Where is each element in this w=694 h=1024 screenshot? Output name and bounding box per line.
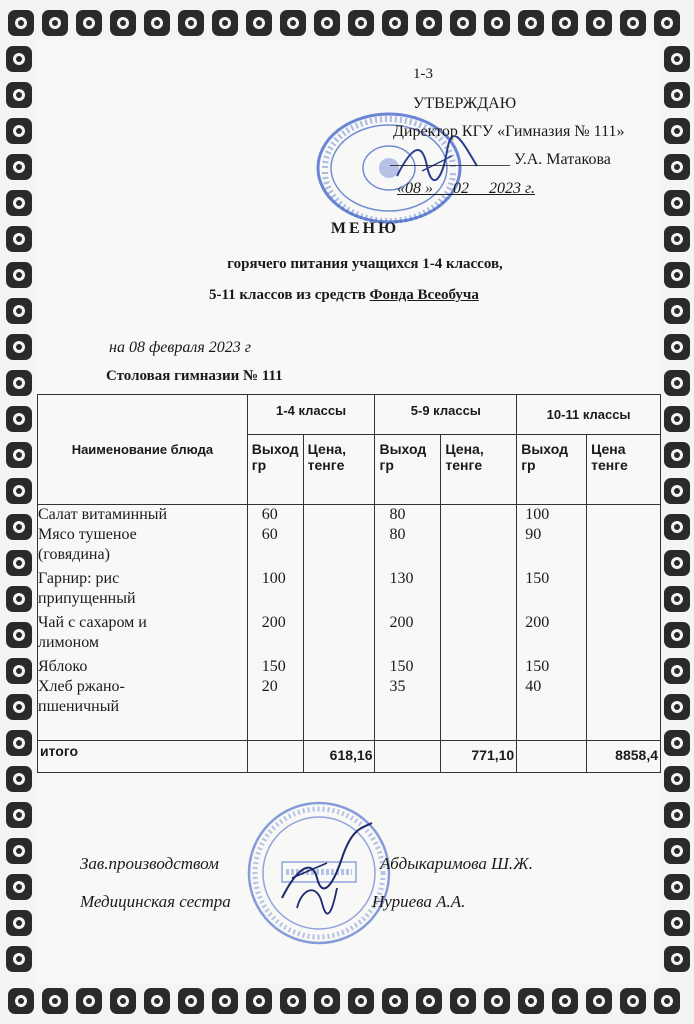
ornament-icon	[662, 692, 692, 722]
ornament-icon	[652, 986, 682, 1016]
ornament-icon	[662, 440, 692, 470]
ornament-icon	[662, 332, 692, 362]
ornament-icon	[662, 368, 692, 398]
ornament-icon	[4, 512, 34, 542]
sub-price-1: Цена, тенге	[303, 435, 375, 505]
group-header-1: 1-4 классы	[247, 395, 375, 435]
yield-value: 150	[525, 658, 550, 675]
doc-number: 1-3	[413, 66, 433, 82]
ornament-icon	[662, 512, 692, 542]
ornament-icon	[662, 764, 692, 794]
role-manager: Зав.производством	[80, 854, 219, 873]
ornament-icon	[618, 8, 648, 38]
ornament-icon	[4, 800, 34, 830]
name-manager: Абдыкаримова Ш.Ж.	[380, 854, 533, 873]
ornament-icon	[662, 800, 692, 830]
ornament-icon	[4, 440, 34, 470]
ornament-icon	[4, 908, 34, 938]
ornament-icon	[516, 8, 546, 38]
ornament-icon	[4, 368, 34, 398]
ornament-icon	[380, 8, 410, 38]
total-yield-3	[517, 741, 587, 773]
ornament-icon	[4, 116, 34, 146]
yield-value: 150	[389, 658, 414, 675]
ornament-icon	[662, 584, 692, 614]
menu-table	[37, 394, 661, 773]
ornament-icon	[6, 986, 36, 1016]
price-3-cell	[587, 505, 661, 741]
yield-value: 20	[261, 678, 278, 695]
ornament-icon	[40, 986, 70, 1016]
ornament-icon	[4, 728, 34, 758]
menu-date: на 08 февраля 2023 г	[109, 339, 251, 356]
price-2-cell	[441, 505, 517, 741]
ornament-icon	[312, 986, 342, 1016]
yield-value: 80	[389, 526, 406, 543]
ornament-icon	[448, 986, 478, 1016]
yield-value: 100	[525, 506, 550, 523]
yield-value: 40	[525, 678, 542, 695]
sub-yield-3: Выход гр	[517, 435, 587, 505]
ornament-icon	[4, 692, 34, 722]
yield-value: 60	[261, 506, 278, 523]
ornament-icon	[278, 986, 308, 1016]
ornament-icon	[4, 872, 34, 902]
ornament-icon	[4, 188, 34, 218]
ornament-icon	[4, 80, 34, 110]
sub-yield-2: Выход гр	[375, 435, 441, 505]
ornament-icon	[142, 986, 172, 1016]
ornament-icon	[584, 986, 614, 1016]
approval-date: «08 » __02__ 2023 г.	[397, 180, 536, 197]
yield-value: 200	[525, 614, 550, 631]
ornament-icon	[4, 620, 34, 650]
ornament-icon	[4, 152, 34, 182]
ornament-icon	[176, 986, 206, 1016]
ornament-icon	[662, 656, 692, 686]
dish-name: Чай с сахаром и лимоном	[38, 614, 147, 651]
yield-value: 150	[261, 658, 286, 675]
ornament-icon	[662, 152, 692, 182]
total-price-2: 771,10	[441, 741, 517, 773]
ornament-icon	[4, 476, 34, 506]
title-line-2	[209, 287, 479, 304]
ornament-border-bottom	[6, 986, 682, 1016]
ornament-icon	[414, 8, 444, 38]
approve-label: УТВЕРЖДАЮ	[413, 95, 517, 112]
yield-value: 200	[389, 614, 414, 631]
menu-title: МЕНЮ	[330, 220, 400, 237]
ornament-icon	[662, 44, 692, 74]
ornament-icon	[4, 656, 34, 686]
yield-value: 130	[389, 570, 414, 587]
ornament-icon	[662, 944, 692, 974]
director-title: Директор КГУ «Гимназия № 111»	[393, 123, 625, 140]
ornament-icon	[4, 944, 34, 974]
ornament-icon	[662, 548, 692, 578]
dish-name: Гарнир: рис припущенный	[38, 570, 136, 607]
ornament-icon	[550, 986, 580, 1016]
ornament-icon	[662, 728, 692, 758]
ornament-icon	[4, 764, 34, 794]
fund-name: Фонда Всеобуча	[369, 287, 479, 303]
ornament-icon	[244, 8, 274, 38]
sub-price-3: Цена тенге	[587, 435, 661, 505]
sub-price-2: Цена, тенге	[441, 435, 517, 505]
ornament-icon	[482, 8, 512, 38]
ornament-icon	[108, 986, 138, 1016]
ornament-icon	[662, 116, 692, 146]
ornament-icon	[4, 836, 34, 866]
ornament-icon	[662, 620, 692, 650]
ornament-icon	[550, 8, 580, 38]
ornament-icon	[380, 986, 410, 1016]
ornament-icon	[662, 908, 692, 938]
table-row	[38, 505, 661, 741]
ornament-icon	[4, 296, 34, 326]
ornament-icon	[346, 8, 376, 38]
ornament-icon	[312, 8, 342, 38]
ornament-icon	[662, 188, 692, 218]
ornament-icon	[74, 8, 104, 38]
canteen-name: Столовая гимназии № 111	[106, 368, 283, 384]
ornament-icon	[662, 836, 692, 866]
ornament-icon	[40, 8, 70, 38]
ornament-icon	[108, 8, 138, 38]
col-dish-header: Наименование блюда	[38, 395, 248, 505]
ornament-icon	[74, 986, 104, 1016]
yield-value: 35	[389, 678, 406, 695]
group-header-2: 5-9 классы	[375, 395, 517, 435]
price-1-cell	[303, 505, 375, 741]
yield-value: 200	[261, 614, 286, 631]
ornament-icon	[482, 986, 512, 1016]
ornament-icon	[662, 404, 692, 434]
total-price-1: 618,16	[303, 741, 375, 773]
ornament-icon	[584, 8, 614, 38]
ornament-icon	[662, 872, 692, 902]
sub-yield-1: Выход гр	[247, 435, 303, 505]
role-nurse: Медицинская сестра	[80, 892, 231, 911]
dish-name: Яблоко	[38, 658, 88, 675]
dish-names-cell	[38, 505, 248, 741]
ornament-icon	[278, 8, 308, 38]
total-yield-2	[375, 741, 441, 773]
yield-2-cell	[375, 505, 441, 741]
ornament-icon	[6, 8, 36, 38]
ornament-icon	[4, 584, 34, 614]
manager-signature-icon	[272, 818, 382, 918]
group-header-3: 10-11 классы	[517, 395, 661, 435]
ornament-icon	[210, 986, 240, 1016]
name-nurse: Нуриева А.А.	[372, 892, 466, 911]
yield-value: 100	[261, 570, 286, 587]
ornament-icon	[662, 476, 692, 506]
ornament-icon	[244, 986, 274, 1016]
ornament-icon	[618, 986, 648, 1016]
ornament-icon	[448, 8, 478, 38]
total-yield-1	[247, 741, 303, 773]
dish-name: Салат витаминный	[38, 506, 168, 523]
ornament-icon	[142, 8, 172, 38]
yield-1-cell	[247, 505, 303, 741]
dish-name: Хлеб ржано-пшеничный	[38, 678, 125, 715]
title-line-2-prefix: 5-11 классов из средств	[209, 287, 366, 303]
ornament-icon	[652, 8, 682, 38]
dish-name: Мясо тушеное (говядина)	[38, 526, 137, 563]
ornament-icon	[4, 404, 34, 434]
yield-value: 150	[525, 570, 550, 587]
ornament-icon	[4, 548, 34, 578]
yield-3-cell	[517, 505, 587, 741]
ornament-border-right	[662, 44, 692, 974]
title-line-1: горячего питания учащихся 1-4 классов,	[227, 256, 503, 272]
signer-line: _______________ У.А. Матакова	[390, 151, 611, 168]
ornament-icon	[516, 986, 546, 1016]
table-header-row	[38, 395, 661, 435]
ornament-icon	[662, 296, 692, 326]
ornament-icon	[346, 986, 376, 1016]
ornament-icon	[210, 8, 240, 38]
total-label: итого	[38, 741, 248, 773]
ornament-icon	[4, 332, 34, 362]
total-price-3: 8858,4	[587, 741, 661, 773]
ornament-icon	[176, 8, 206, 38]
yield-value: 60	[261, 526, 278, 543]
ornament-icon	[414, 986, 444, 1016]
total-row	[38, 741, 661, 773]
ornament-icon	[662, 80, 692, 110]
ornament-icon	[4, 44, 34, 74]
yield-value: 90	[525, 526, 542, 543]
ornament-border-left	[4, 44, 34, 974]
yield-value: 80	[389, 506, 406, 523]
ornament-border-top	[6, 8, 682, 38]
